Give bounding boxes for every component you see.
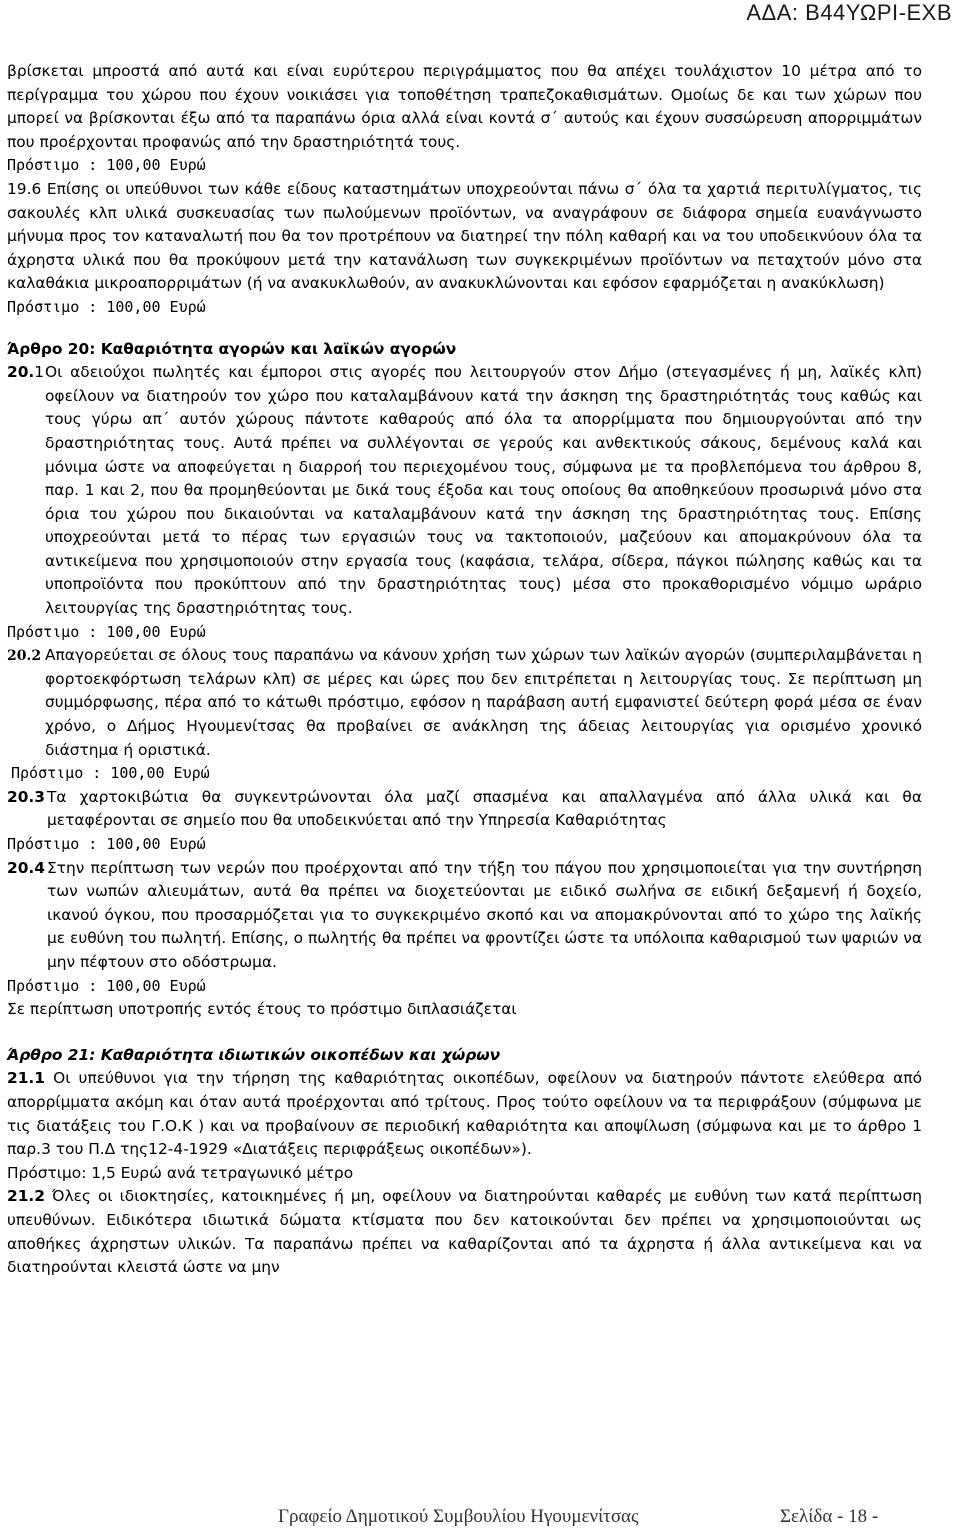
article-21-heading: Άρθρο 21: Καθαριότητα ιδιωτικών οικοπέδων και χώρων bbox=[7, 1045, 501, 1064]
fine-text: Πρόστιμο : 100,00 Ευρώ bbox=[11, 764, 210, 783]
paragraph-19-6: 19.6 Επίσης οι υπεύθυνοι των κάθε είδους καταστημάτων υποχρεούνται πάνω σ΄ όλα τα χαρτιά περιτυλίγματος, τις σακουλές κλπ υλικά συσκευασίας των πωλούμενων προϊόντων, να αναγράφουν σε διάφορα σημεία ευανάγνωστο μήνυμα προς τον καταναλωτή που θα τον προτρέπουν να διατηρεί την πόλη καθαρή και να του υποδεικνύουν όλα τα άχρηστα υλικά που θα προκύψουν μετά την κατανάλωση των συγκεκριμένων προϊόντων να πεταχτούν μόνο στα καλαθάκια μικροαπορριμάτων (ή να ανακυκλωθούν, αν ανακυκλώνονται και εφόσον εφαρμόζεται η ανακύκλωση) bbox=[7, 179, 922, 293]
ada-code: ΑΔΑ: Β44ΥΩΡΙ-ΕΧΒ bbox=[746, 0, 952, 25]
clause-number: 20.4 bbox=[7, 858, 45, 877]
fine-text: Πρόστιμο : 100,00 Ευρώ bbox=[7, 835, 206, 853]
footer-page-number: Σελίδα - 18 - bbox=[780, 1506, 879, 1527]
page-footer bbox=[0, 1506, 960, 1531]
clause-number bbox=[7, 361, 45, 621]
repeat-offence-note: Σε περίπτωση υποτροπής εντός έτους το πρόστιμο διπλασιάζεται bbox=[7, 1000, 517, 1019]
clause-text: Στην περίπτωση των νερών που προέρχονται από την τήξη του πάγου που χρησιμοποιείται για την συντήρηση των νωπών αλιευμάτων, αυτά θα πρέπει να διοχετεύονται με ειδικό σωλήνα σε ειδική δεξαμενή ή δοχείο, ικανού όγκου, που προσαρμόζεται για το συγκεκριμένο σκοπό και να απομακρύνονται από το χώρο της λαϊκής με ευθύνη του πωλητή. Επίσης, ο πωλητής θα πρέπει να φροντίζει ώστε τα υπόλοιπα καθαρισμού των ψαριών να μην πέφτουν στο οδόστρωμα. bbox=[47, 858, 922, 971]
fine-text: Πρόστιμο : 100,00 Ευρώ bbox=[7, 976, 206, 995]
document-body bbox=[7, 60, 922, 1280]
fine-text: Πρόστιμο : 100,00 Ευρώ bbox=[7, 156, 206, 175]
clause-number: 20.2 bbox=[7, 648, 42, 665]
fine-text: Πρόστιμο: 1,5 Ευρώ ανά τετραγωνικό μέτρο bbox=[7, 1163, 354, 1182]
clause-20-2 bbox=[7, 644, 922, 762]
clause-text: Απαγορεύεται σε όλους τους παραπάνω να κάνουν χρήση των χώρων των λαϊκών αγορών (συμπεριλαμβάνεται η φορτοεκφόρτωση τελάρων κλπ) σε μέρες και ώρες που δεν επιτρέπεται η λειτουργίας τους. Σε περίπτωση μη συμμόρφωσης, πέρα από το κάτωθι πρόστιμο, εφόσον η παράβαση αυτή εμφανιστεί δεύτερη φορά μέσα σε έναν χρόνο, ο Δήμος Ηγουμενίτσας θα προβαίνει σε ανάκληση της άδειας λειτουργίας για ορισμένο χρονικό διάστημα ή οριστικά. bbox=[45, 646, 922, 759]
footer-office: Γραφείο Δημοτικού Συμβουλίου Ηγουμενίτσας bbox=[278, 1506, 639, 1527]
clause-20-3 bbox=[7, 786, 922, 833]
paragraph-intro: βρίσκεται μπροστά από αυτά και είναι ευρύτερου περιγράμματος που θα απέχει τουλάχιστον 10 μέτρα από το περίγραμμα του χώρου που έχουν νοικιάσει για τοποθέτηση τραπεζοκαθισμάτων. Ομοίως δε και των χώρων που μπορεί να βρίσκονται έξω από τα παραπάνω όρια αλλά είναι κοντά σ΄ αυτούς και έχουν συσσώρευση απορριμμάτων που προέρχονται προφανώς από την δραστηριότητά τους. bbox=[7, 62, 922, 151]
clause-number: 21.2 bbox=[7, 1187, 45, 1206]
clause-20-4 bbox=[7, 857, 922, 975]
clause-text: Όλες οι ιδιοκτησίες, κατοικημένες ή μη, οφείλουν να διατηρούνται καθαρές με ευθύνη των κατά περίπτωση υπευθύνων. Ειδικότερα ιδιωτικά δώματα κτίσματα που δεν κατοικούνται δεν πρέπει να χρησιμοποιούνται ως αποθήκες άχρηστων υλικών. Τα παραπάνω πρέπει να καθαρίζονται από τα άχρηστα ή άλλα αντικείμενα και να διατηρούνται κλειστά ώστε να μην bbox=[7, 1187, 922, 1277]
article-20-heading: Άρθρο 20: Καθαριότητα αγορών και λαϊκών αγορών bbox=[7, 339, 457, 358]
clause-21-2 bbox=[7, 1185, 922, 1279]
clause-21-1 bbox=[7, 1067, 922, 1161]
clause-text: Οι υπεύθυνοι για την τήρηση της καθαριότητας οικοπέδων, οφείλουν να διατηρούν πάντοτε ελεύθερα από απορρίμματα ακόμη και όταν αυτά προέρχονται από τρίτους. Προς τούτο οφείλουν να τα περιφράξουν (σύμφωνα με τις διατάξεις του Γ.Ο.Κ ) και να προβαίνουν σε περιοδική καθαριότητα και αποψίλωση (σύμφωνα και με το άρθρο 1 παρ.3 του Π.Δ της12-4-1929 «Διατάξεις περιφράξεως οικοπέδων»). bbox=[7, 1069, 922, 1159]
fine-text: Πρόστιμο : 100,00 Ευρώ bbox=[7, 297, 206, 316]
clause-text: Οι αδειούχοι πωλητές και έμποροι στις αγορές που λειτουργούν στον Δήμο (στεγασμένες ή μη, λαϊκές κλπ) οφείλουν να διατηρούν τον χώρο που καταλαμβάνουν κατά την άσκηση της δραστηριότητάς τους καθώς και τους γύρω απ΄ αυτόν χώρους πάντοτε καθαρούς από όλα τα απορρίμματα που δημιουργούνται από την δραστηριότητας τους. Αυτά πρέπει να συλλέγονται σε γερούς και ανθεκτικούς σάκους, δεμένους καλά και μόνιμα ώστε να αποφεύγεται η διαρροή του περιεχομένου τους, σύμφωνα με τα προβλεπόμενα του άρθρου 8, παρ. 1 και 2, που θα προμηθεύονται με δικά τους έξοδα και τους οποίους θα αποθηκεύουν προσωρινά μόνο στα όρια του χώρου που δικαιούνται να καταλαμβάνουν κατά την άσκηση της δραστηριότητας τους. Επίσης υποχρεούνται μετά το πέρας των εργασιών τους να τακτοποιούν, μαζεύουν και απομακρύνουν όλα τα αντικείμενα που χρησιμοποιούν στην εργασία τους (καφάσια, τελάρα, σίδερα, πάγκοι πώλησης καθώς και τα υποπροϊόντα που προκύπτουν από την δραστηριότητας τους) μέσα στο προκαθορισμένο νόμιμο ωράριο λειτουργίας της δραστηριότητας τους. bbox=[45, 363, 922, 618]
clause-number: 21.1 bbox=[7, 1069, 45, 1088]
clause-number-main: 20. bbox=[7, 363, 35, 382]
clause-text: Τα χαρτοκιβώτια θα συγκεντρώνονται όλα μαζί σπασμένα και απαλλαγμένα από άλλα υλικά και θα μεταφέρονται σε σημείο που θα υποδεικνύεται από την Υπηρεσία Καθαριότητας bbox=[47, 787, 922, 830]
clause-number: 20.3 bbox=[7, 787, 45, 806]
clause-number-sub: 1 bbox=[34, 363, 45, 382]
clause-20-1 bbox=[7, 361, 922, 621]
fine-text: Πρόστιμο : 100,00 Ευρώ bbox=[7, 622, 206, 641]
